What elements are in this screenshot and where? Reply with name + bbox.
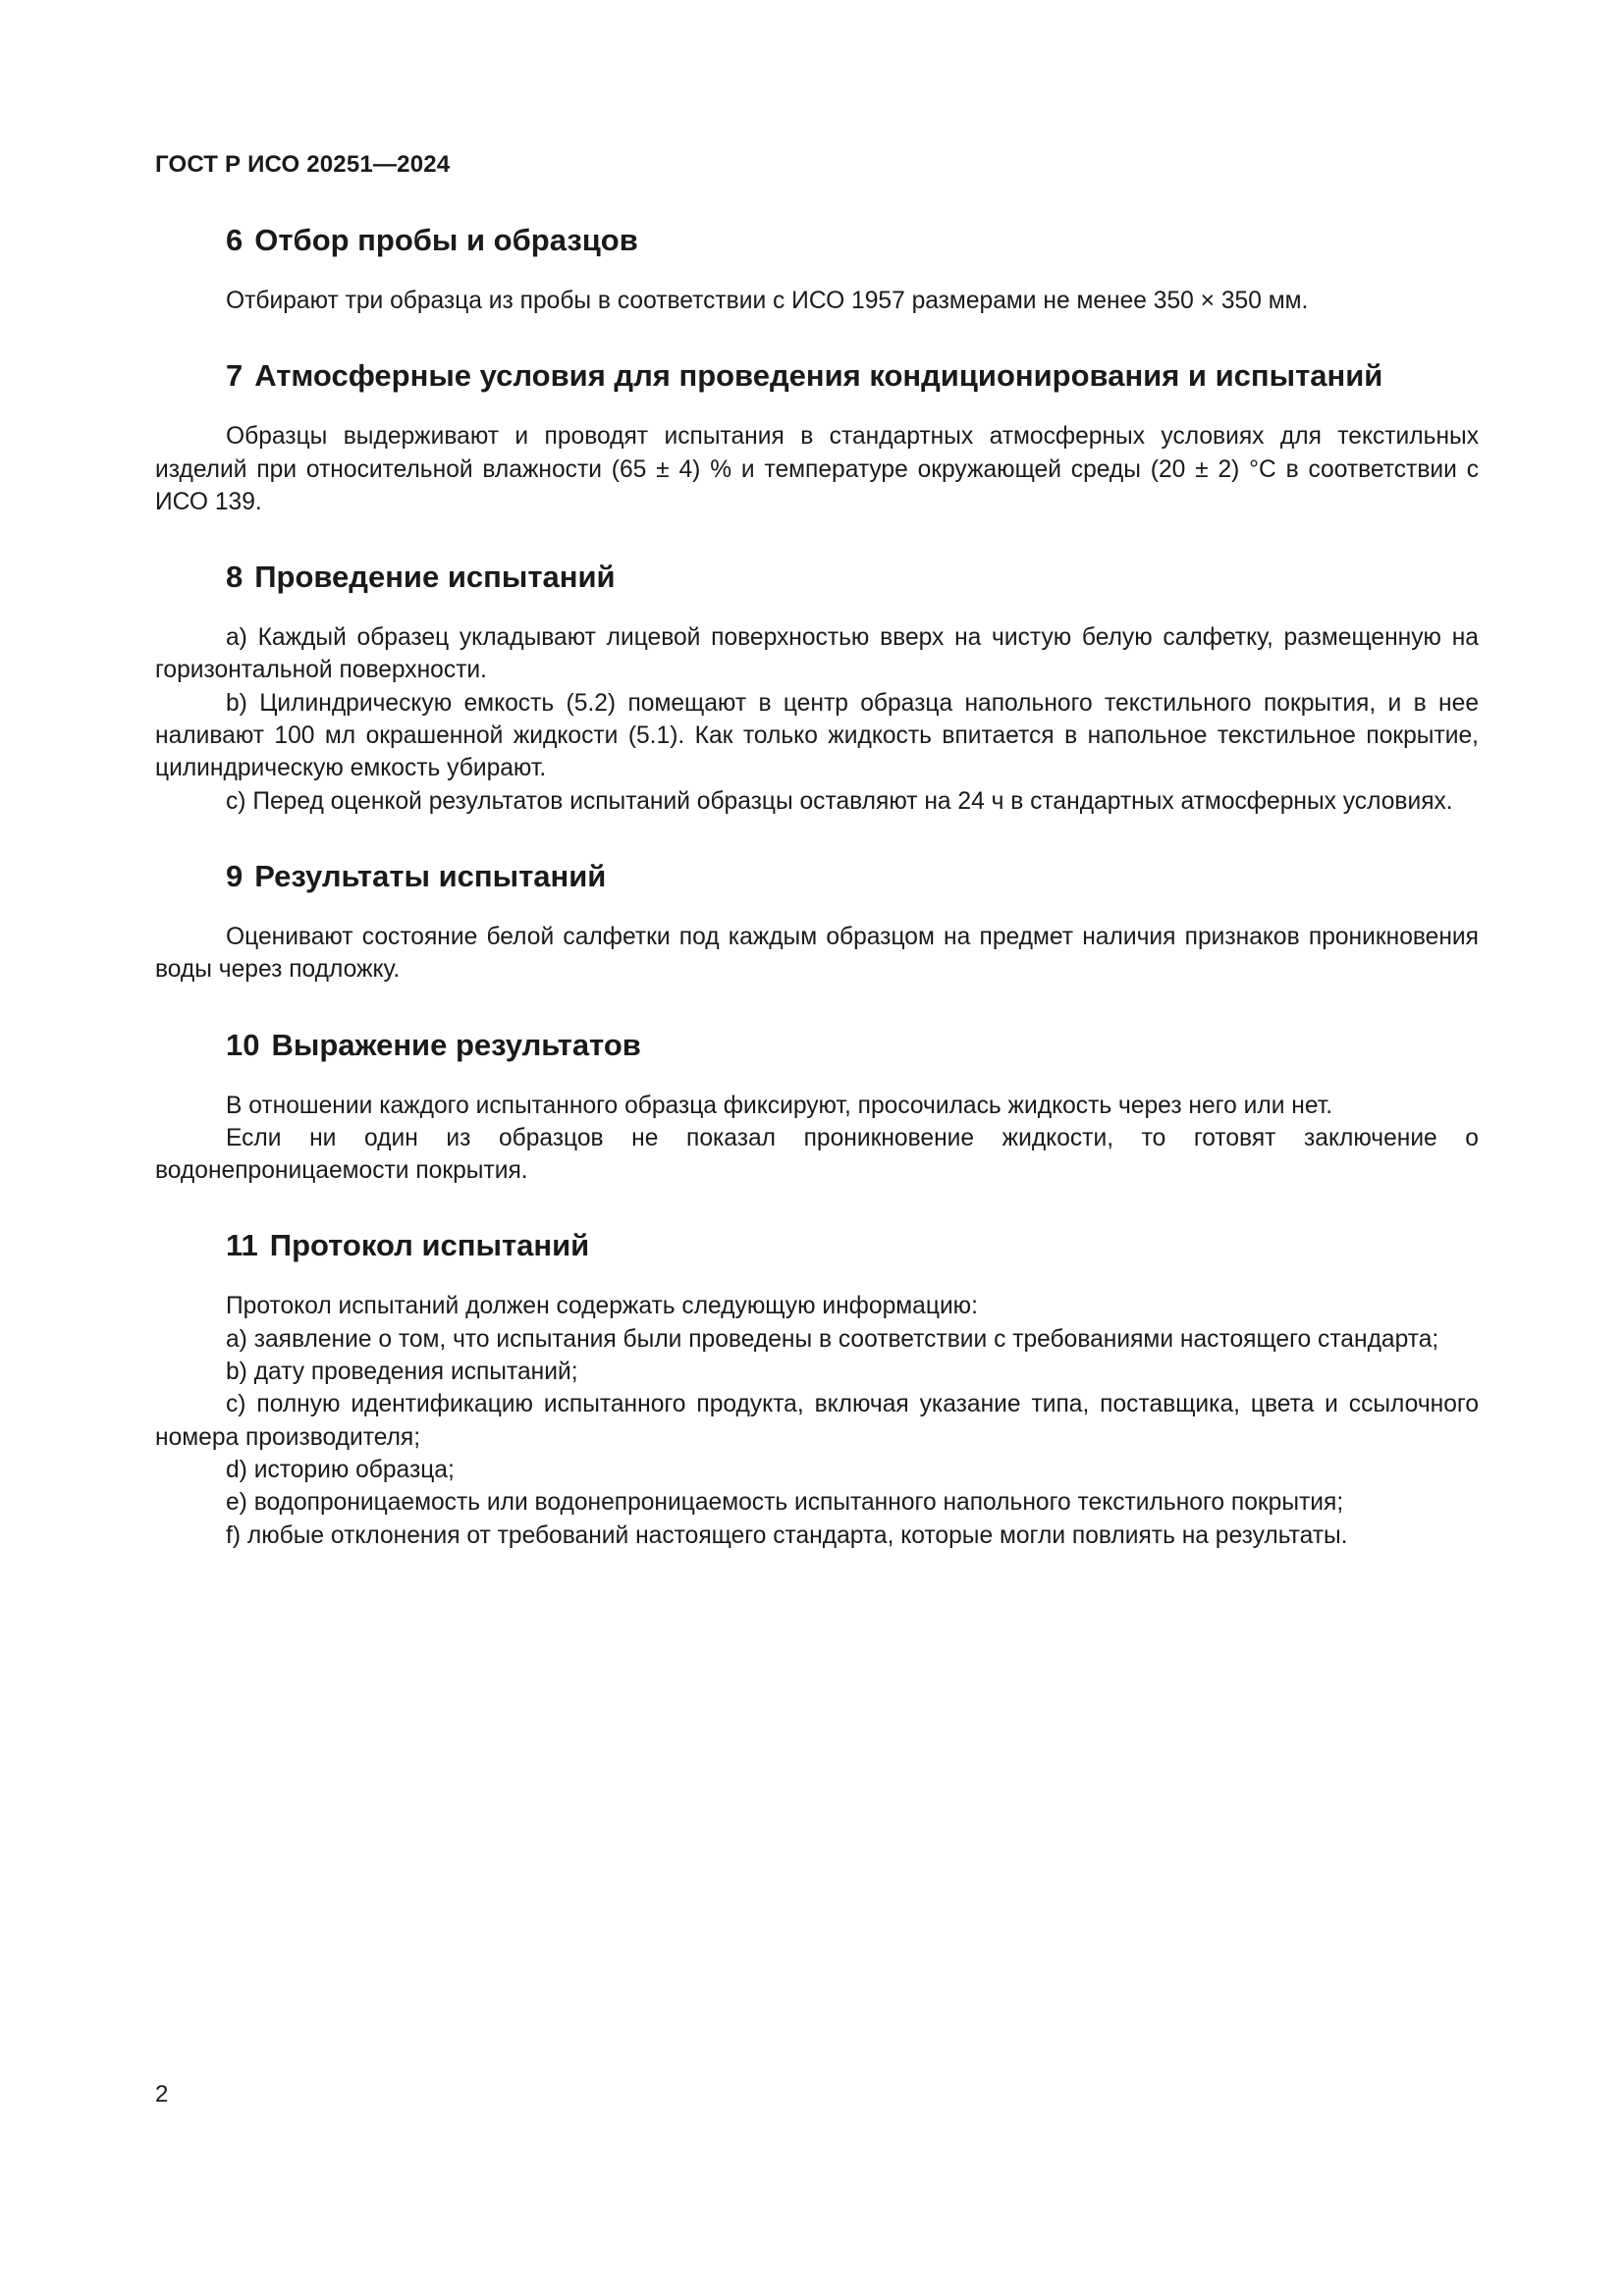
list-item: e) водопроницаемость или водонепроницаемость испытанного напольного текстильного покрытия; [226, 1489, 1344, 1517]
section-number: 11 [226, 1228, 258, 1263]
section-title: Результаты испытаний [254, 858, 607, 893]
section-6 [155, 222, 1479, 317]
section-number: 6 [226, 223, 244, 257]
list-item: f) любые отклонения от требований настоящего стандарта, которые могли повлиять на результаты. [226, 1522, 1348, 1549]
document-body [155, 222, 1479, 1592]
section-10 [155, 1027, 1479, 1188]
section-heading [226, 1227, 1479, 1264]
section-9 [155, 858, 1479, 987]
paragraph: Отбирают три образца из пробы в соответствии с ИСО 1957 размерами не менее 350 × 350 мм. [226, 288, 1309, 314]
section-number: 9 [226, 858, 244, 893]
paragraph: Если ни один из образцов не показал проникновение жидкости, то готовят заключение о водонепроницаемости покрытия. [155, 1124, 1479, 1185]
section-heading [226, 559, 1479, 596]
section-number: 8 [226, 560, 244, 595]
page-number: 2 [155, 2081, 169, 2108]
list-item: с) Перед оценкой результатов испытаний образцы оставляют на 24 ч в стандартных атмосферных условиях. [226, 787, 1453, 815]
section-heading [226, 357, 1479, 395]
section-11 [155, 1227, 1479, 1551]
list-item: а) Каждый образец укладывают лицевой поверхностью вверх на чистую белую салфетку, размещенную на горизонтальной поверхности. [155, 624, 1479, 684]
section-number: 10 [226, 1027, 260, 1062]
section-title: Выражение результатов [271, 1027, 641, 1062]
section-title: Отбор пробы и образцов [254, 223, 638, 257]
list-item: d) историю образца; [226, 1456, 455, 1483]
list-item: b) Цилиндрическую емкость (5.2) помещают в центр образца напольного текстильного покрытия, и в нее наливают 100 мл окрашенной жидкости (5.1). Как только жидкость впитается в напольное текстильное покрытие, цилиндрическую емкость убирают. [155, 689, 1479, 782]
section-title: Проведение испытаний [254, 560, 616, 595]
section-number: 7 [226, 358, 244, 394]
paragraph: Образцы выдерживают и проводят испытания в стандартных атмосферных условиях для текстильных изделий при относительной влажности (65 ± 4) % и температуре окружающей среды (20 ± 2) °С в соответствии с ИСО 139. [155, 423, 1479, 515]
list-item: с) полную идентификацию испытанного продукта, включая указание типа, поставщика, цвета и ссылочного номера производителя; [155, 1391, 1479, 1451]
paragraph: Протокол испытаний должен содержать следующую информацию: [226, 1293, 978, 1320]
section-7 [155, 357, 1479, 518]
section-heading [226, 858, 1479, 895]
section-heading [226, 222, 1479, 259]
section-heading [226, 1027, 1479, 1064]
section-title: Протокол испытаний [269, 1228, 590, 1263]
document-code-header: ГОСТ Р ИСО 20251—2024 [155, 151, 451, 178]
paragraph: В отношении каждого испытанного образца фиксируют, просочилась жидкость через него или нет. [226, 1092, 1333, 1119]
paragraph: Оценивают состояние белой салфетки под каждым образцом на предмет наличия признаков проникновения воды через подложку. [155, 923, 1479, 984]
section-title: Атмосферные условия для проведения кондиционирования и испытаний [254, 358, 1383, 394]
list-item: а) заявление о том, что испытания были проведены в соответствии с требованиями настоящего стандарта; [226, 1325, 1439, 1353]
section-8 [155, 559, 1479, 818]
list-item: b) дату проведения испытаний; [226, 1359, 578, 1386]
